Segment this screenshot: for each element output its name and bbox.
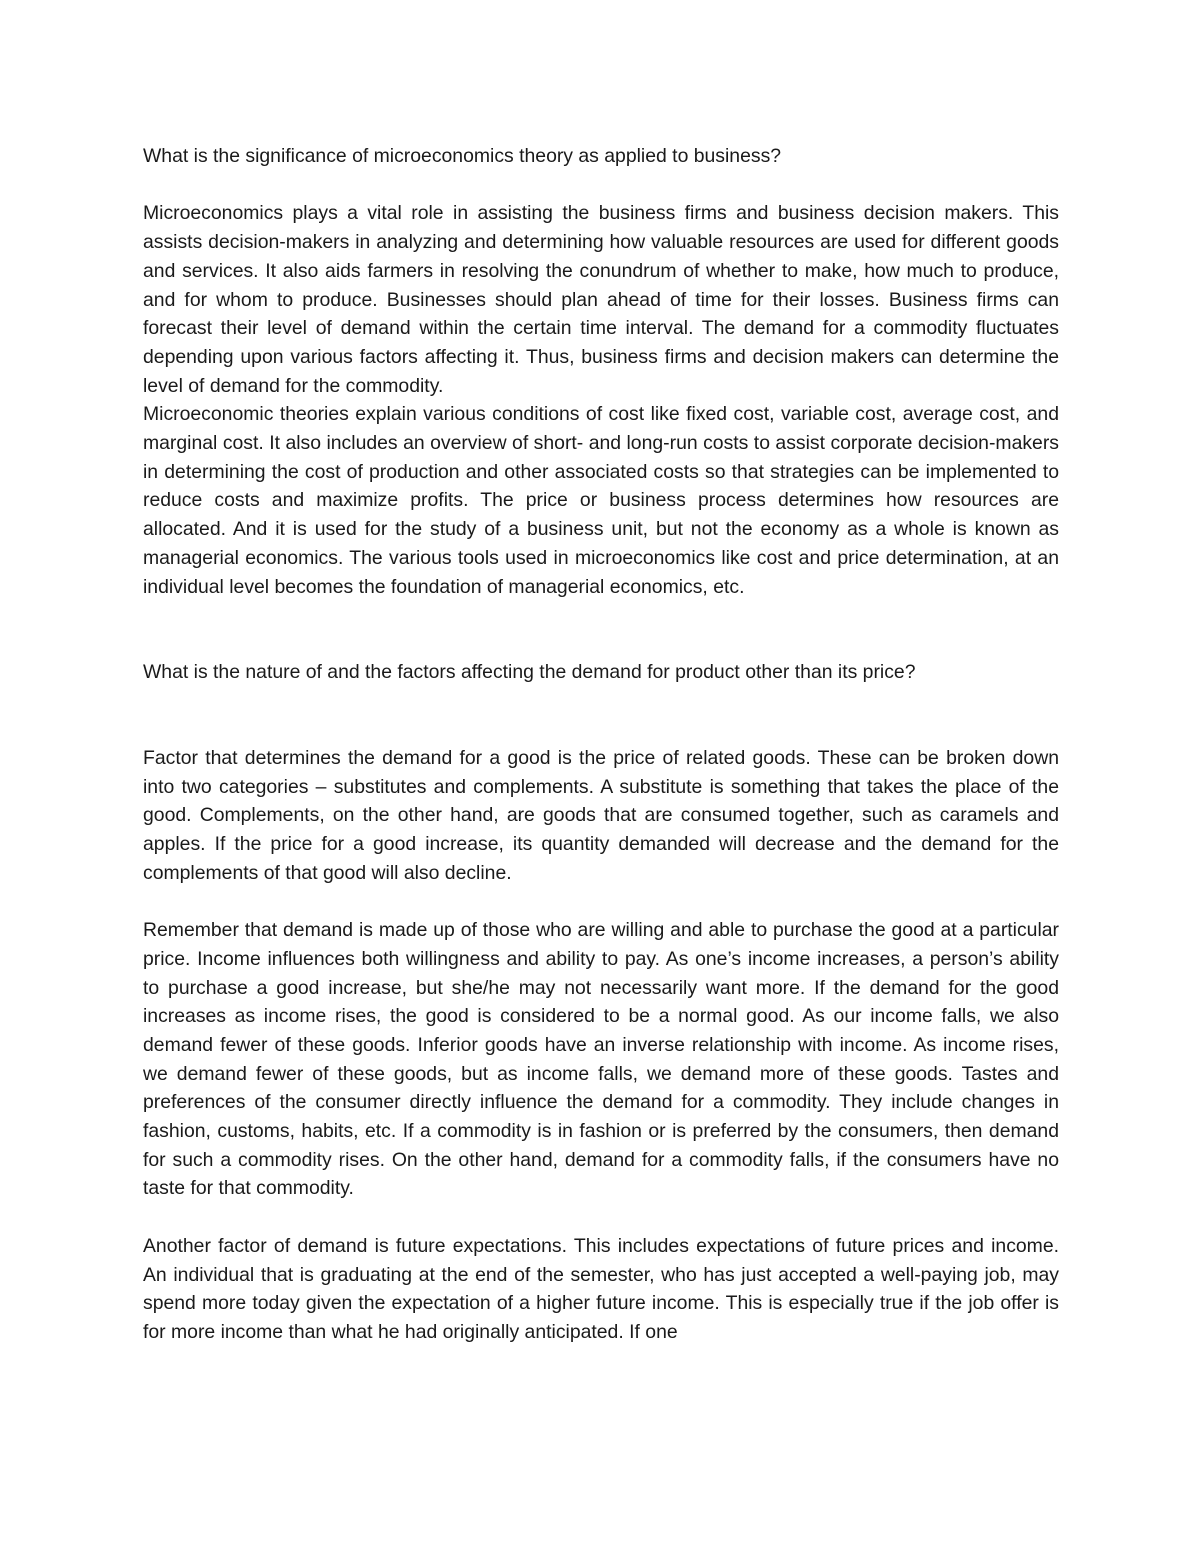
spacer (143, 601, 1059, 658)
spacer (143, 887, 1059, 916)
document-body (143, 142, 1059, 1347)
question-heading-2: What is the nature of and the factors affecting the demand for product other than its price? (143, 661, 916, 684)
answer-paragraph: Remember that demand is made up of those who are willing and able to purchase the good at a particular price. Income influences both willingness and ability to pay. As one’s income increases, a person’s ability to purchase a good increase, but she/he may not necessarily want more. If the demand for the good increases as income rises, the good is considered to be a normal good. As our income falls, we also demand fewer of these goods. Inferior goods have an inverse relationship with income. As income rises, we demand fewer of these goods, but as income falls, we demand more of these goods. Tastes and preferences of the consumer directly influence the demand for a commodity. They include changes in fashion, customs, habits, etc. If a commodity is in fashion or is preferred by the consumers, then demand for such a commodity rises. On the other hand, demand for a commodity falls, if the consumers have no taste for that commodity. (143, 919, 1059, 1200)
question-heading-1: What is the significance of microeconomics theory as applied to business? (143, 145, 782, 167)
answer-paragraph: Microeconomic theories explain various conditions of cost like fixed cost, variable cost, average cost, and marginal cost. It also includes an overview of short- and long-run costs to assist corporate decision-makers in determining the cost of production and other associated costs so that strategies can be implemented to reduce costs and maximize profits. The price or business process determines how resources are allocated. And it is used for the study of a business unit, but not the economy as a whole is known as managerial economics. The various tools used in microeconomics like cost and price determination, at an individual level becomes the foundation of managerial economics, etc. (143, 403, 1059, 598)
answer-paragraph: Factor that determines the demand for a good is the price of related goods. These can be broken down into two categories – substitutes and complements. A substitute is something that takes the place of the good. Complements, on the other hand, are goods that are consumed together, such as caramels and apples. If the price for a good increase, its quantity demanded will decrease and the demand for the complements of that good will also decline. (143, 746, 1059, 884)
spacer (143, 171, 1059, 200)
spacer (143, 1203, 1059, 1232)
answer-paragraph: Another factor of demand is future expectations. This includes expectations of future prices and income. An individual that is graduating at the end of the semester, who has just accepted a well-paying job, may spend more today given the expectation of a higher future income. This is especially true if the job offer is for more income than what he had originally anticipated. If one (143, 1234, 1059, 1343)
spacer (143, 687, 1059, 744)
answer-paragraph: Microeconomics plays a vital role in assisting the business firms and business decision makers. This assists decision-makers in analyzing and determining how valuable resources are used for different goods and services. It also aids farmers in resolving the conundrum of whether to make, how much to produce, and for whom to produce. Businesses should plan ahead of time for their losses. Business firms can forecast their level of demand within the certain time interval. The demand for a commodity fluctuates depending upon various factors affecting it. Thus, business firms and decision makers can determine the level of demand for the commodity. (143, 202, 1059, 397)
